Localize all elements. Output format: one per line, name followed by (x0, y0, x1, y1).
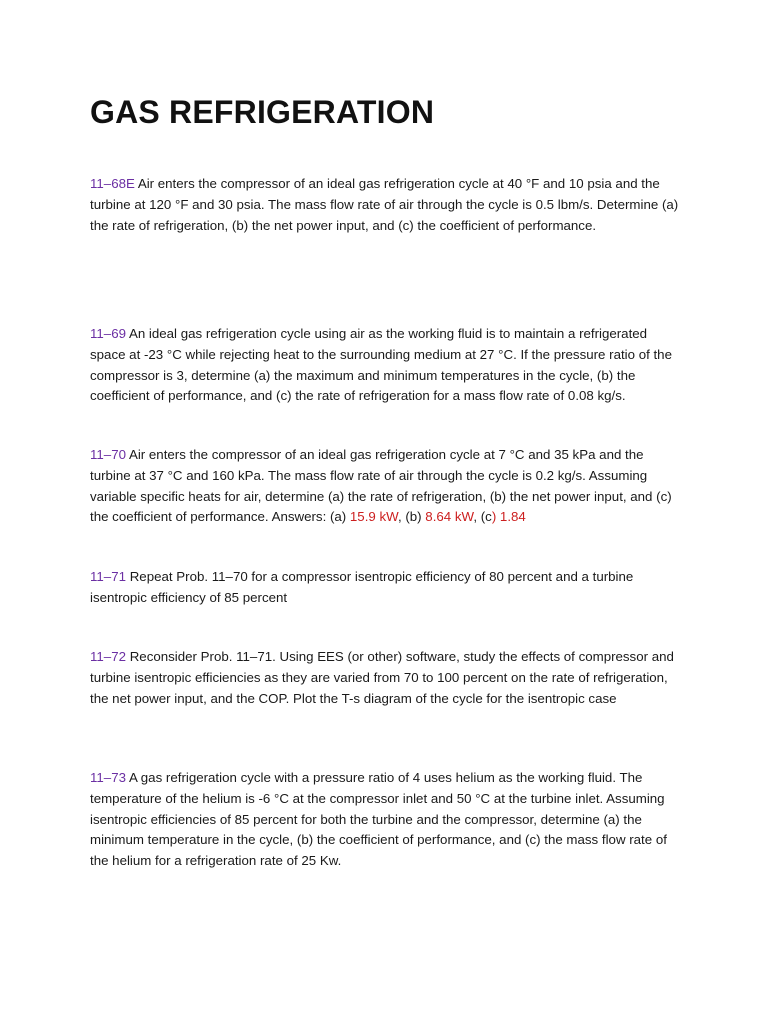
answer-separator: , (b) (397, 509, 426, 525)
problem-text: Repeat Prob. 11–70 for a compressor isentropic efficiency of 80 percent and a turbine isentropic efficiency of 85 percent (90, 569, 634, 605)
problem-number: 11–72 (90, 649, 126, 664)
problem-number: 11–68E (90, 176, 135, 191)
problem-11-71 (90, 567, 685, 609)
problem-number: 11–70 (90, 447, 126, 462)
problem-11-70 (90, 445, 685, 528)
problem-number: 11–71 (90, 569, 126, 584)
problem-text: Reconsider Prob. 11–71. Using EES (or other) software, study the effects of compressor and turbine isentropic efficiencies as they are varied from 70 to 100 percent on the rate of refrigeration, the net power input, and the COP. Plot the T-s diagram of the cycle for the isentropic case (90, 649, 674, 706)
page-title: GAS REFRIGERATION (90, 94, 435, 130)
problem-11-69 (90, 324, 685, 407)
problem-11-68e (90, 174, 685, 236)
answer-separator: , (c (473, 509, 492, 525)
problem-number: 11–73 (90, 770, 126, 785)
problem-11-73 (90, 768, 685, 872)
problem-text: A gas refrigeration cycle with a pressure ratio of 4 uses helium as the working fluid. The temperature of the helium is -6 °C at the compressor inlet and 50 °C at the turbine inlet. Assuming isentropic efficiencies of 85 percent for both the turbine and the compressor, determine (a) the minimum temperature in the cycle, (b) the coefficient of performance, and (c) the mass flow rate of the helium for a refrigeration rate of 25 Kw. (90, 770, 667, 869)
problem-11-72 (90, 647, 685, 709)
answer-b: 8.64 kW (425, 509, 474, 525)
problem-text: Air enters the compressor of an ideal gas refrigeration cycle at 40 °F and 10 psia and the turbine at 120 °F and 30 psia. The mass flow rate of air through the cycle is 0.5 lbm/s. Determine (a) the rate of refrigeration, (b) the net power input, and (c) the coefficient of performance. (90, 176, 679, 233)
problem-text: Air enters the compressor of an ideal gas refrigeration cycle at 7 °C and 35 kPa and the turbine at 37 °C and 160 kPa. The mass flow rate of air through the cycle is 0.2 kg/s. Assuming variable specific heats for air, determine (a) the rate of refrigeration, (b) the net power input, and (c) the coefficient of performance. Answers: (a) (90, 447, 672, 525)
answer-c: ) 1.84 (491, 509, 526, 525)
problem-text: An ideal gas refrigeration cycle using air as the working fluid is to maintain a refrigerated space at -23 °C while rejecting heat to the surrounding medium at 27 °C. If the pressure ratio of the compressor is 3, determine (a) the maximum and minimum temperatures in the cycle, (b) the coefficient of performance, and (c) the rate of refrigeration for a mass flow rate of 0.08 kg/s. (90, 326, 672, 404)
answer-a: 15.9 kW (349, 509, 398, 525)
problem-number: 11–69 (90, 326, 126, 341)
